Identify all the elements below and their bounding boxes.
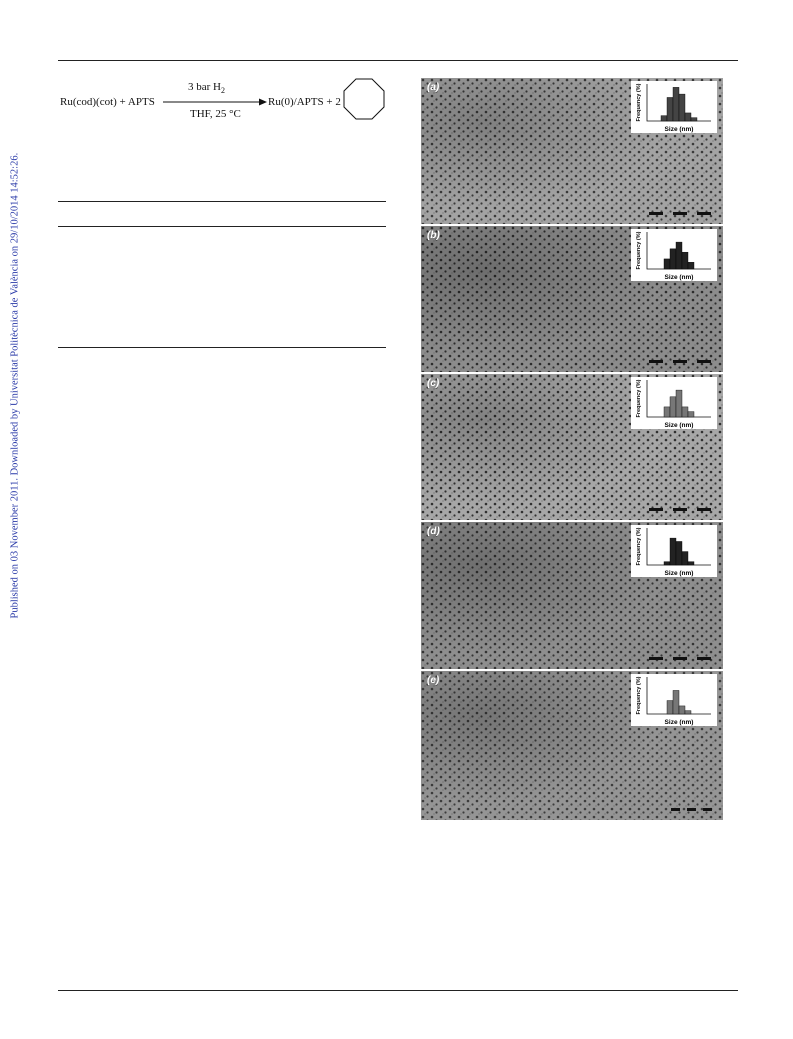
reaction-arrow-icon xyxy=(163,97,267,107)
histogram-bar xyxy=(670,249,676,269)
tem-figure xyxy=(421,78,723,820)
histogram-bar xyxy=(673,87,679,121)
scale-bar-segment xyxy=(649,360,663,363)
reaction-scheme xyxy=(60,76,390,124)
histogram-svg xyxy=(631,674,717,726)
scale-bar-segment xyxy=(697,508,711,511)
scale-bar-segment xyxy=(697,360,711,363)
histogram-bar xyxy=(679,94,685,121)
scheme-reactant: Ru(cod)(cot) + APTS xyxy=(60,96,155,108)
histogram-bar xyxy=(688,562,694,565)
histogram-bar xyxy=(664,562,670,565)
scale-bar-segment xyxy=(673,212,687,215)
table-rule-1 xyxy=(58,201,386,202)
scale-bar xyxy=(671,808,717,811)
scale-bar xyxy=(649,212,717,215)
scale-bar-segment xyxy=(649,657,663,660)
histogram-xlabel: Size (nm) xyxy=(664,719,694,726)
histogram-ylabel: Frequency (%) xyxy=(636,231,642,270)
histogram-bar xyxy=(682,252,688,269)
histogram-bar xyxy=(667,97,673,121)
tem-panel xyxy=(421,522,723,669)
scale-bar-segment xyxy=(649,212,663,215)
histogram-ylabel: Frequency (%) xyxy=(636,676,642,715)
size-histogram-inset xyxy=(631,229,717,281)
panel-label: (a) xyxy=(427,82,440,93)
histogram-ylabel: Frequency (%) xyxy=(636,83,642,122)
histogram-bar xyxy=(685,711,691,714)
histogram-xlabel: Size (nm) xyxy=(664,422,694,429)
scale-bar xyxy=(649,360,717,363)
histogram-bar xyxy=(664,407,670,417)
size-histogram-inset xyxy=(631,377,717,429)
scale-bar xyxy=(649,657,717,660)
scale-bar-segment xyxy=(673,508,687,511)
histogram-svg xyxy=(631,81,717,133)
size-histogram-inset xyxy=(631,674,717,726)
scale-bar-segment xyxy=(673,657,687,660)
panel-label: (e) xyxy=(427,675,440,686)
histogram-bar xyxy=(682,407,688,417)
histogram-bar xyxy=(670,538,676,565)
histogram-bar xyxy=(688,412,694,417)
histogram-bar xyxy=(676,242,682,269)
tem-panel xyxy=(421,78,723,224)
histogram-bar xyxy=(667,701,673,714)
panel-label: (b) xyxy=(427,230,440,241)
scale-bar-segment xyxy=(673,360,687,363)
histogram-bar xyxy=(679,706,685,714)
scheme-product: Ru(0)/APTS + 2 xyxy=(268,96,341,108)
cyclooctane-ring-icon xyxy=(343,78,385,120)
histogram-svg xyxy=(631,525,717,577)
scale-bar-segment xyxy=(697,212,711,215)
histogram-bar xyxy=(688,262,694,269)
tem-panel xyxy=(421,671,723,820)
top-rule xyxy=(58,60,738,61)
histogram-bar xyxy=(676,541,682,565)
scale-bar xyxy=(649,508,717,511)
histogram-svg xyxy=(631,377,717,429)
scale-bar-segment xyxy=(671,808,680,811)
histogram-bar xyxy=(676,390,682,417)
scale-bar-segment xyxy=(649,508,663,511)
histogram-bar xyxy=(664,259,670,269)
scale-bar-segment xyxy=(703,808,712,811)
scheme-conditions-bottom: THF, 25 °C xyxy=(190,108,241,120)
histogram-svg xyxy=(631,229,717,281)
histogram-ylabel: Frequency (%) xyxy=(636,379,642,418)
panel-label: (d) xyxy=(427,526,440,537)
histogram-xlabel: Size (nm) xyxy=(664,274,694,281)
bottom-rule xyxy=(58,990,738,991)
table-rule-3 xyxy=(58,347,386,348)
scale-bar-segment xyxy=(697,657,711,660)
histogram-xlabel: Size (nm) xyxy=(664,570,694,577)
histogram-bar xyxy=(682,552,688,565)
table-rule-2 xyxy=(58,226,386,227)
size-histogram-inset xyxy=(631,525,717,577)
histogram-bar xyxy=(670,397,676,417)
histogram-bar xyxy=(661,116,667,121)
tem-panel xyxy=(421,226,723,372)
size-histogram-inset xyxy=(631,81,717,133)
histogram-xlabel: Size (nm) xyxy=(664,126,694,133)
scale-bar-segment xyxy=(687,808,696,811)
histogram-bar xyxy=(685,113,691,121)
histogram-ylabel: Frequency (%) xyxy=(636,527,642,566)
panel-label: (c) xyxy=(427,378,440,389)
histogram-bar xyxy=(691,118,697,121)
publication-note: Published on 03 November 2011. Downloaded by Universitat Politècnica de València on 29/10/2014 14:52:26. xyxy=(9,152,21,619)
histogram-bar xyxy=(673,690,679,714)
scheme-conditions-top: 3 bar $H_2$ xyxy=(188,81,225,96)
tem-panel xyxy=(421,374,723,520)
